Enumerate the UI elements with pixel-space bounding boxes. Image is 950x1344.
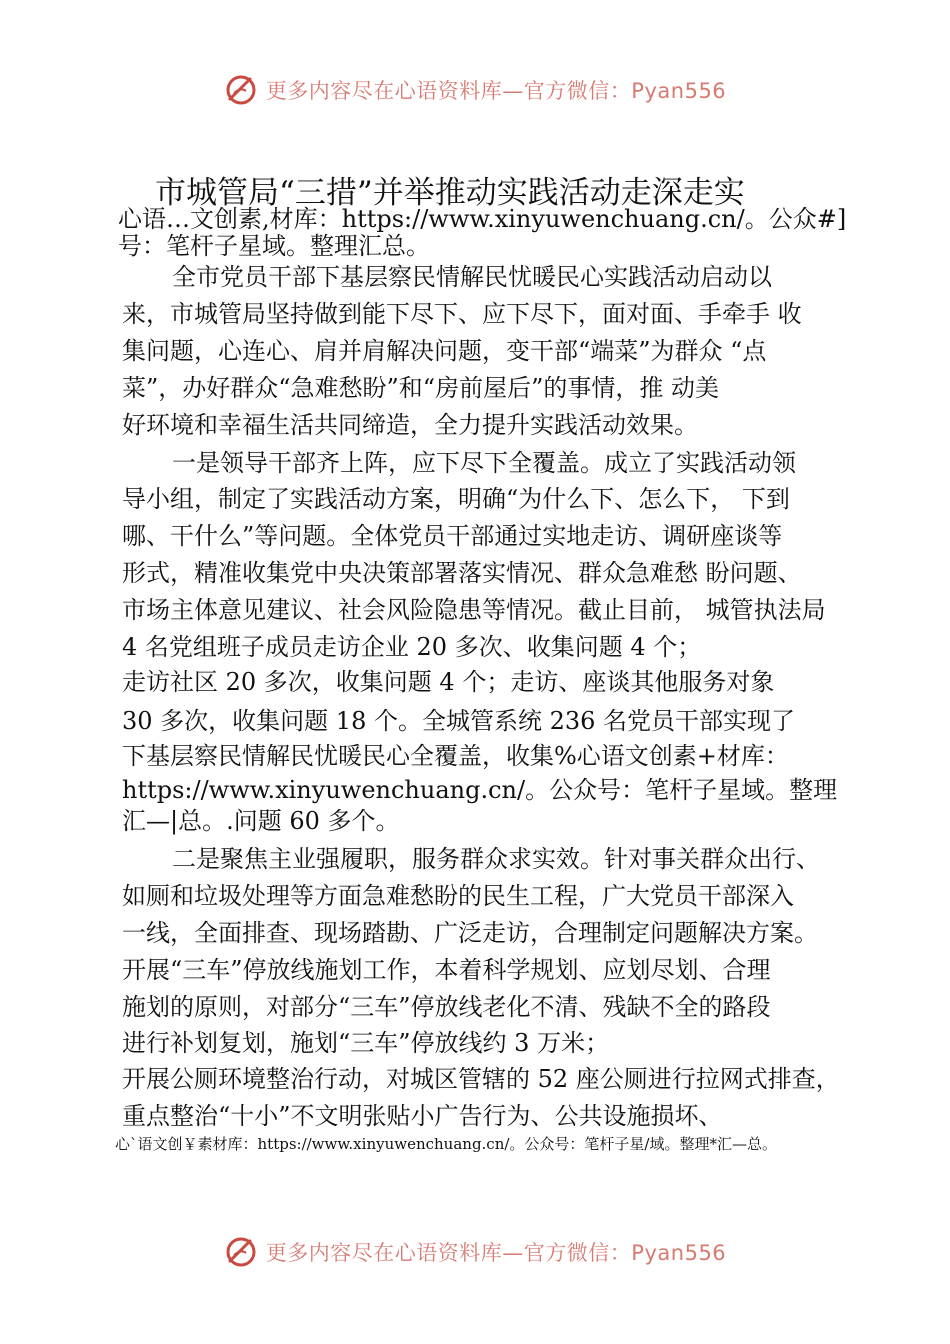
- text-line: 汇—|总。.问题 60 多个。: [122, 807, 400, 835]
- text-line: 好环境和幸福生活共同缔造，全力提升实践活动效果。: [122, 411, 698, 439]
- text-line: 30 多次，收集问题 18 个。全城管系统 236 名党员干部实现了: [122, 707, 796, 735]
- text-line: 下基层察民情解民忧暖民心全覆盖，收集%心语文创素+材库：: [122, 742, 789, 770]
- text-line: 重点整治“十小”不文明张贴小广告行为、公共设施损坏、: [122, 1102, 723, 1130]
- banner-text: 更多内容尽在心语资料库—官方微信：Pyan556: [265, 79, 727, 103]
- text-line: 导小组，制定了实践活动方案，明确“为什么下、怎么下， 下到: [122, 485, 790, 513]
- text-line: 进行补划复划，施划“三车”停放线约 3 万米；: [122, 1029, 610, 1057]
- header-banner: [0, 68, 950, 112]
- text-line: 二是聚焦主业强履职，服务群众求实效。针对事关群众出行、: [172, 845, 820, 873]
- text-line: 来，市城管局坚持做到能下尽下、应下尽下，面对面、手牵手 收: [122, 300, 802, 328]
- text-line: 形式，精准收集党中央决策部署落实情况、群众急难愁 盼问题、: [122, 559, 802, 587]
- text-line: 一是领导干部齐上阵，应下尽下全覆盖。成立了实践活动领: [172, 449, 796, 477]
- text-line: 开展公厕环境整治行动，对城区管辖的 52 座公厕进行拉网式排查，: [122, 1065, 840, 1093]
- brush-circle-logo-icon: [224, 73, 258, 107]
- text-line: 一线，全面排查、现场踏勘、广泛走访，合理制定问题解决方案。: [122, 919, 818, 947]
- text-line: 如厕和垃圾处理等方面急难愁盼的民生工程，广大党员干部深入: [122, 882, 794, 910]
- document-title: 市城管局“三措”并举推动实践活动走深走实: [155, 175, 745, 211]
- text-line: 开展“三车”停放线施划工作，本着科学规划、应划尽划、合理: [122, 956, 771, 984]
- text-line: 心语…文创素,材库：https://www.xinyuwenchuang.cn/。公众#]: [118, 205, 847, 233]
- text-line: 施划的原则，对部分“三车”停放线老化不清、残缺不全的路段: [122, 993, 771, 1021]
- text-line: https://www.xinyuwenchuang.cn/。公众号：笔杆子星域。整理: [122, 776, 838, 804]
- text-line: 哪、干什么”等问题。全体党员干部通过实地走访、调研座谈等: [122, 522, 783, 550]
- brush-circle-logo-icon: [224, 1235, 258, 1269]
- footer-note: 心`语文创￥素材库：https://www.xinyuwenchuang.cn/。公众号：笔杆子星/域。整理*汇—总。: [115, 1135, 777, 1153]
- banner-text: 更多内容尽在心语资料库—官方微信：Pyan556: [265, 1241, 727, 1265]
- text-line: 市场主体意见建议、社会风险隐患等情况。截止目前， 城管执法局: [122, 596, 826, 624]
- text-line: 4 名党组班子成员走访企业 20 多次、收集问题 4 个；: [122, 633, 702, 661]
- text-line: 号：笔杆子星域。整理汇总。: [118, 232, 430, 260]
- text-line: 全市党员干部下基层察民情解民忧暖民心实践活动启动以: [172, 263, 772, 291]
- text-line: 菜”，办好群众“急难愁盼”和“房前屋后”的事情，推 动美: [122, 374, 719, 402]
- text-line: 集问题，心连心、肩并肩解决问题，变干部“端菜”为群众 “点: [122, 337, 767, 365]
- footer-banner: [0, 1230, 950, 1274]
- text-line: 走访社区 20 多次，收集问题 4 个；走访、座谈其他服务对象: [122, 668, 775, 696]
